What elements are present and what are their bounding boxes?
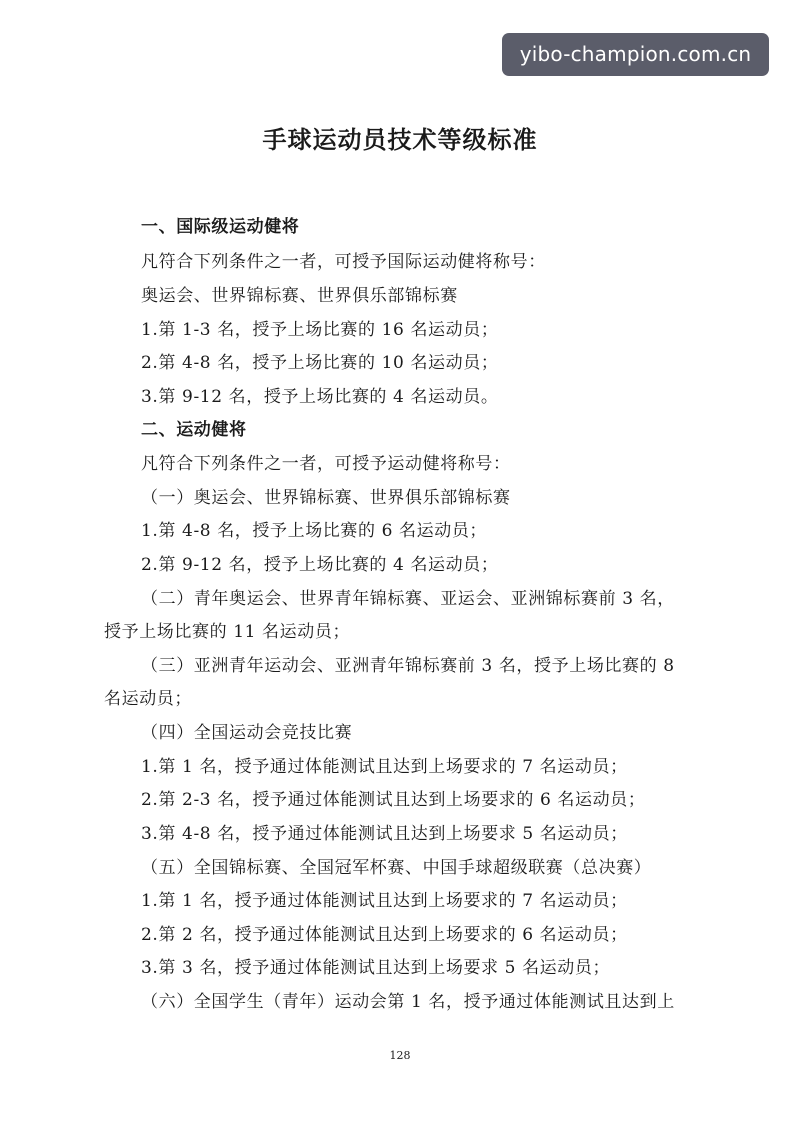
list-item: 2.第 4-8 名，授予上场比赛的 10 名运动员； (141, 353, 499, 373)
list-item: 3.第 9-12 名，授予上场比赛的 4 名运动员。 (141, 387, 499, 407)
document-title: 手球运动员技术等级标准 (262, 125, 538, 154)
subsection-heading: （四）全国运动会竞技比赛 (141, 723, 353, 743)
list-item: 1.第 1 名，授予通过体能测试且达到上场要求的 7 名运动员； (141, 891, 628, 911)
list-item: 2.第 9-12 名，授予上场比赛的 4 名运动员； (141, 555, 499, 575)
section-heading-master: 二、运动健将 (141, 420, 247, 440)
page-number: 128 (389, 1049, 411, 1062)
body-line-continued: 授予上场比赛的 11 名运动员； (104, 622, 351, 642)
body-line: 凡符合下列条件之一者，可授予运动健将称号： (141, 454, 511, 474)
list-item: 3.第 3 名，授予通过体能测试且达到上场要求 5 名运动员； (141, 958, 611, 978)
list-item: 2.第 2-3 名，授予通过体能测试且达到上场要求的 6 名运动员； (141, 790, 646, 810)
subsection-heading: （六）全国学生（青年）运动会第 1 名，授予通过体能测试且达到上 (141, 992, 675, 1012)
subsection-heading: （三）亚洲青年运动会、亚洲青年锦标赛前 3 名，授予上场比赛的 8 (141, 656, 675, 676)
subsection-heading: （二）青年奥运会、世界青年锦标赛、亚运会、亚洲锦标赛前 3 名， (141, 589, 675, 609)
watermark-label: yibo-champion.com.cn (502, 33, 769, 76)
subsection-heading: （一）奥运会、世界锦标赛、世界俱乐部锦标赛 (141, 488, 511, 508)
list-item: 2.第 2 名，授予通过体能测试且达到上场要求的 6 名运动员； (141, 925, 628, 945)
body-line-continued: 名运动员； (104, 689, 192, 709)
list-item: 3.第 4-8 名，授予通过体能测试且达到上场要求 5 名运动员； (141, 824, 628, 844)
list-item: 1.第 1-3 名，授予上场比赛的 16 名运动员； (141, 320, 499, 340)
list-item: 1.第 4-8 名，授予上场比赛的 6 名运动员； (141, 521, 488, 541)
list-item: 1.第 1 名，授予通过体能测试且达到上场要求的 7 名运动员； (141, 757, 628, 777)
body-line: 奥运会、世界锦标赛、世界俱乐部锦标赛 (141, 286, 458, 306)
body-line: 凡符合下列条件之一者，可授予国际运动健将称号： (141, 252, 546, 272)
section-heading-international: 一、国际级运动健将 (141, 217, 300, 237)
subsection-heading: （五）全国锦标赛、全国冠军杯赛、中国手球超级联赛（总决赛） (141, 858, 652, 878)
